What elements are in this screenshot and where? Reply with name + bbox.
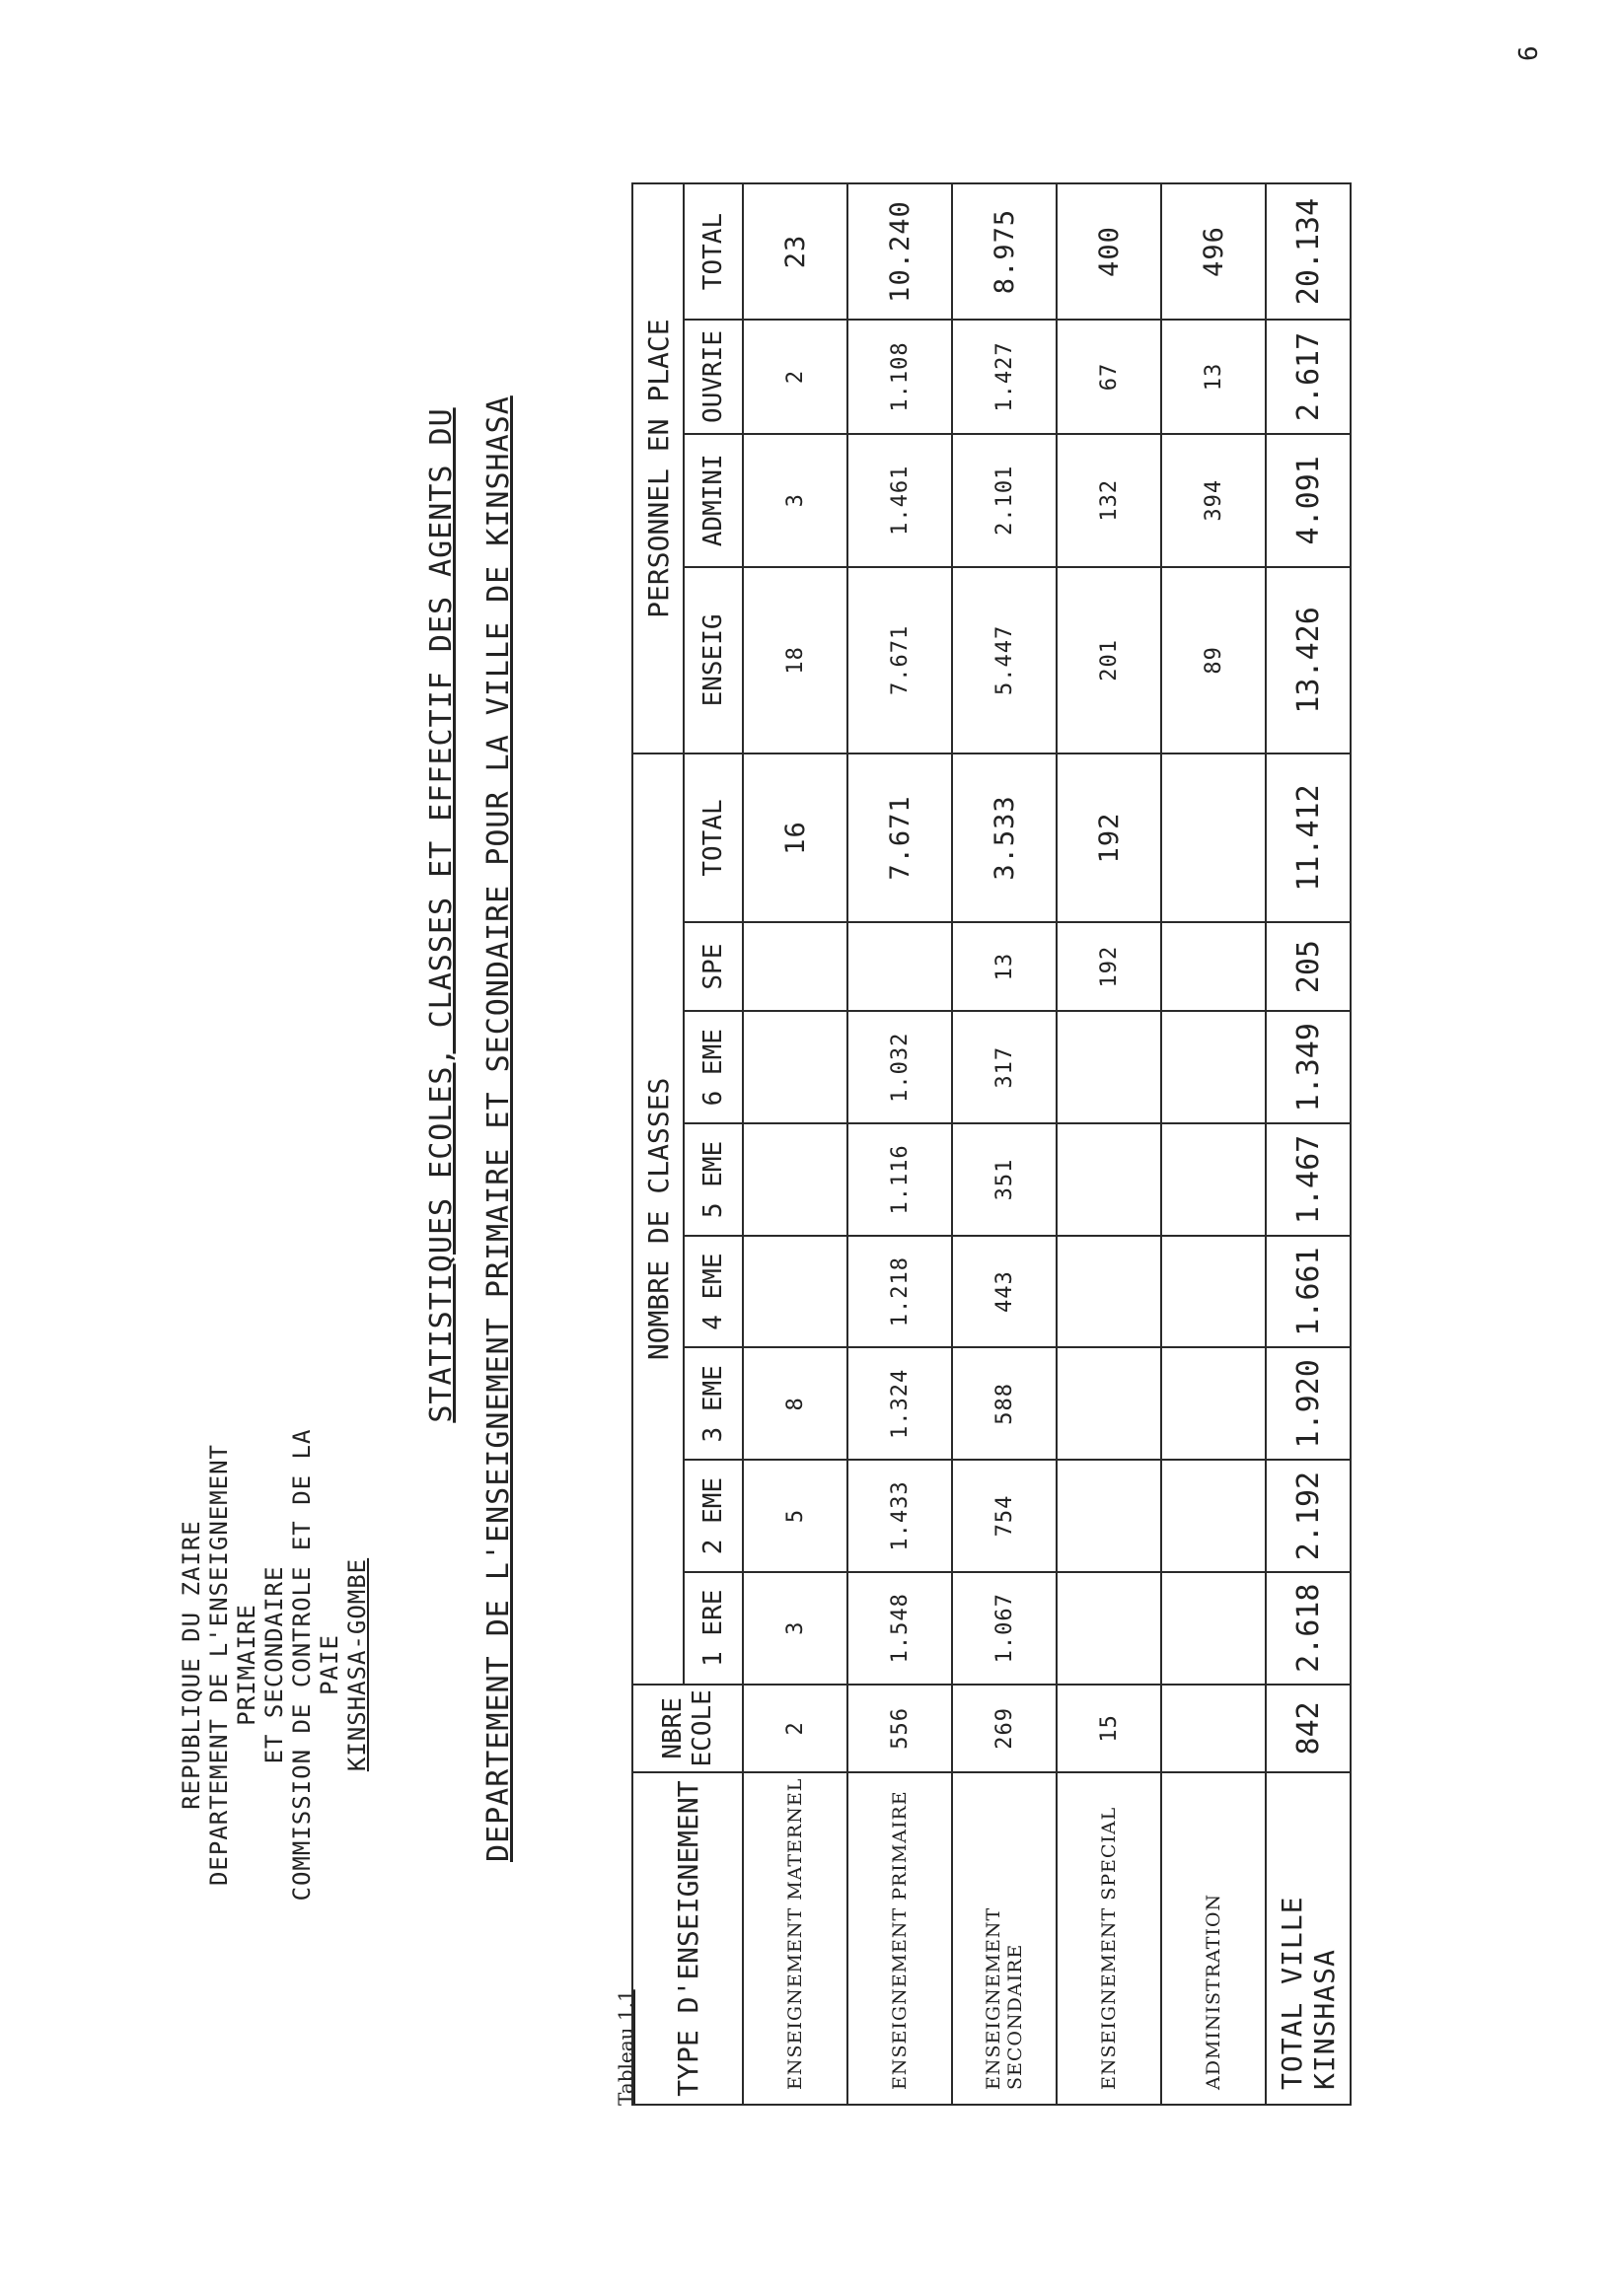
- cell-enseig: 89: [1161, 567, 1266, 754]
- cell-spe: [847, 922, 952, 1012]
- cell-spe: 13: [952, 922, 1057, 1012]
- col-header-admini: ADMINI: [684, 434, 743, 567]
- cell-3eme: [1161, 1347, 1266, 1460]
- cell-ouvrie: 13: [1161, 320, 1266, 434]
- cell-4eme: [743, 1236, 847, 1348]
- col-header-ouvrie: OUVRIE: [684, 320, 743, 434]
- total-row: [1266, 183, 1351, 2105]
- cell-4eme: 1.218: [847, 1236, 952, 1348]
- col-header-personnel-total: TOTAL: [684, 183, 743, 320]
- cell-admini: 1.461: [847, 434, 952, 567]
- total-1ere: 2.618: [1266, 1572, 1351, 1685]
- cell-personnel-total: 10.240: [847, 183, 952, 320]
- page-number: 6: [1514, 45, 1544, 61]
- cell-2eme: 1.433: [847, 1460, 952, 1572]
- cell-enseig: 7.671: [847, 567, 952, 754]
- cell-4eme: [1161, 1236, 1266, 1348]
- total-4eme: 1.661: [1266, 1236, 1351, 1348]
- cell-spe: [1161, 922, 1266, 1012]
- col-header-4eme: 4 EME: [684, 1236, 743, 1348]
- cell-6eme: 317: [952, 1011, 1057, 1123]
- row-label: ENSEIGNEMENT SPECIAL: [1057, 1772, 1161, 2105]
- total-admini: 4.091: [1266, 434, 1351, 567]
- cell-admini: 132: [1057, 434, 1161, 567]
- total-6eme: 1.349: [1266, 1011, 1351, 1123]
- col-header-nbre-ecole: NBRE ECOLE: [632, 1685, 743, 1772]
- cell-personnel-total: 496: [1161, 183, 1266, 320]
- col-header-classes-total: TOTAL: [684, 753, 743, 922]
- total-personnel: 20.134: [1266, 183, 1351, 320]
- row-label: ENSEIGNEMENT SECONDAIRE: [952, 1772, 1057, 2105]
- table-row: [743, 183, 847, 2105]
- total-5eme: 1.467: [1266, 1123, 1351, 1236]
- document-subtitle: DEPARTEMENT DE L'ENSEIGNEMENT PRIMAIRE ET SECONDAIRE POUR LA VILLE DE KINSHASA: [481, 395, 516, 1862]
- cell-2eme: [1161, 1460, 1266, 1572]
- cell-personnel-total: 23: [743, 183, 847, 320]
- total-ouvrie: 2.617: [1266, 320, 1351, 434]
- row-label: ENSEIGNEMENT MATERNEL: [743, 1772, 847, 2105]
- cell-enseig: 18: [743, 567, 847, 754]
- col-header-classes-group: NOMBRE DE CLASSES: [632, 753, 684, 1684]
- cell-3eme: [1057, 1347, 1161, 1460]
- cell-2eme: 754: [952, 1460, 1057, 1572]
- col-header-enseig: ENSEIG: [684, 567, 743, 754]
- total-3eme: 1.920: [1266, 1347, 1351, 1460]
- cell-personnel-total: 8.975: [952, 183, 1057, 320]
- cell-nbre: 2: [743, 1685, 847, 1772]
- col-header-2eme: 2 EME: [684, 1460, 743, 1572]
- header-line: REPUBLIQUE DU ZAIRE: [178, 1520, 205, 1810]
- row-label: ENSEIGNEMENT PRIMAIRE: [847, 1772, 952, 2105]
- cell-personnel-total: 400: [1057, 183, 1161, 320]
- total-label: TOTAL VILLE KINSHASA: [1266, 1772, 1351, 2105]
- cell-5eme: 351: [952, 1123, 1057, 1236]
- col-header-personnel-group: PERSONNEL EN PLACE: [632, 183, 684, 753]
- cell-5eme: [1057, 1123, 1161, 1236]
- header-line: COMMISSION DE CONTROLE ET DE LA PAIE: [288, 1428, 343, 1901]
- cell-ouvrie: 1.108: [847, 320, 952, 434]
- table-row: [847, 183, 952, 2105]
- table-row: [1057, 183, 1161, 2105]
- cell-ouvrie: 67: [1057, 320, 1161, 434]
- cell-ouvrie: 2: [743, 320, 847, 434]
- cell-classes-total: 16: [743, 753, 847, 922]
- total-nbre: 842: [1266, 1685, 1351, 1772]
- cell-1ere: 1.067: [952, 1572, 1057, 1685]
- col-header-3eme: 3 EME: [684, 1347, 743, 1460]
- table-row: [1161, 183, 1266, 2105]
- cell-nbre: 269: [952, 1685, 1057, 1772]
- cell-admini: 394: [1161, 434, 1266, 567]
- col-header-1ere: 1 ERE: [684, 1572, 743, 1685]
- cell-classes-total: 7.671: [847, 753, 952, 922]
- total-spe: 205: [1266, 922, 1351, 1012]
- total-enseig: 13.426: [1266, 567, 1351, 754]
- col-header-spe: SPE: [684, 922, 743, 1012]
- statistics-table: [631, 182, 1352, 2106]
- cell-ouvrie: 1.427: [952, 320, 1057, 434]
- cell-classes-total: [1161, 753, 1266, 922]
- total-classes: 11.412: [1266, 753, 1351, 922]
- cell-nbre: 556: [847, 1685, 952, 1772]
- cell-4eme: 443: [952, 1236, 1057, 1348]
- letterhead: [178, 1408, 371, 1921]
- cell-1ere: 3: [743, 1572, 847, 1685]
- cell-1ere: 1.548: [847, 1572, 952, 1685]
- table-row: [952, 183, 1057, 2105]
- cell-admini: 3: [743, 434, 847, 567]
- cell-5eme: [743, 1123, 847, 1236]
- cell-5eme: 1.116: [847, 1123, 952, 1236]
- cell-4eme: [1057, 1236, 1161, 1348]
- header-line: ET SECONDAIRE: [260, 1565, 288, 1764]
- cell-2eme: [1057, 1460, 1161, 1572]
- cell-classes-total: 3.533: [952, 753, 1057, 922]
- cell-enseig: 201: [1057, 567, 1161, 754]
- table-caption: Tableau 1.1: [614, 1989, 637, 2106]
- cell-admini: 2.101: [952, 434, 1057, 567]
- cell-3eme: 1.324: [847, 1347, 952, 1460]
- col-header-6eme: 6 EME: [684, 1011, 743, 1123]
- row-label: ADMINISTRATION: [1161, 1772, 1266, 2105]
- cell-spe: [743, 922, 847, 1012]
- cell-classes-total: 192: [1057, 753, 1161, 922]
- cell-5eme: [1161, 1123, 1266, 1236]
- col-header-5eme: 5 EME: [684, 1123, 743, 1236]
- cell-2eme: 5: [743, 1460, 847, 1572]
- cell-3eme: 8: [743, 1347, 847, 1460]
- cell-6eme: [1057, 1011, 1161, 1123]
- cell-3eme: 588: [952, 1347, 1057, 1460]
- cell-1ere: [1161, 1572, 1266, 1685]
- cell-spe: 192: [1057, 922, 1161, 1012]
- cell-6eme: 1.032: [847, 1011, 952, 1123]
- cell-enseig: 5.447: [952, 567, 1057, 754]
- header-line: KINSHASA-GOMBE: [343, 1557, 371, 1772]
- cell-nbre: 15: [1057, 1685, 1161, 1772]
- col-header-type: TYPE D'ENSEIGNEMENT: [632, 1772, 743, 2105]
- header-row-group: [632, 183, 684, 2105]
- document-title: STATISTIQUES ECOLES, CLASSES ET EFFECTIF DES AGENTS DU: [424, 407, 459, 1423]
- total-2eme: 2.192: [1266, 1460, 1351, 1572]
- cell-6eme: [1161, 1011, 1266, 1123]
- header-line: DEPARTEMENT DE L'ENSEIGNEMENT PRIMAIRE: [205, 1443, 260, 1887]
- cell-1ere: [1057, 1572, 1161, 1685]
- cell-6eme: [743, 1011, 847, 1123]
- cell-nbre: [1161, 1685, 1266, 1772]
